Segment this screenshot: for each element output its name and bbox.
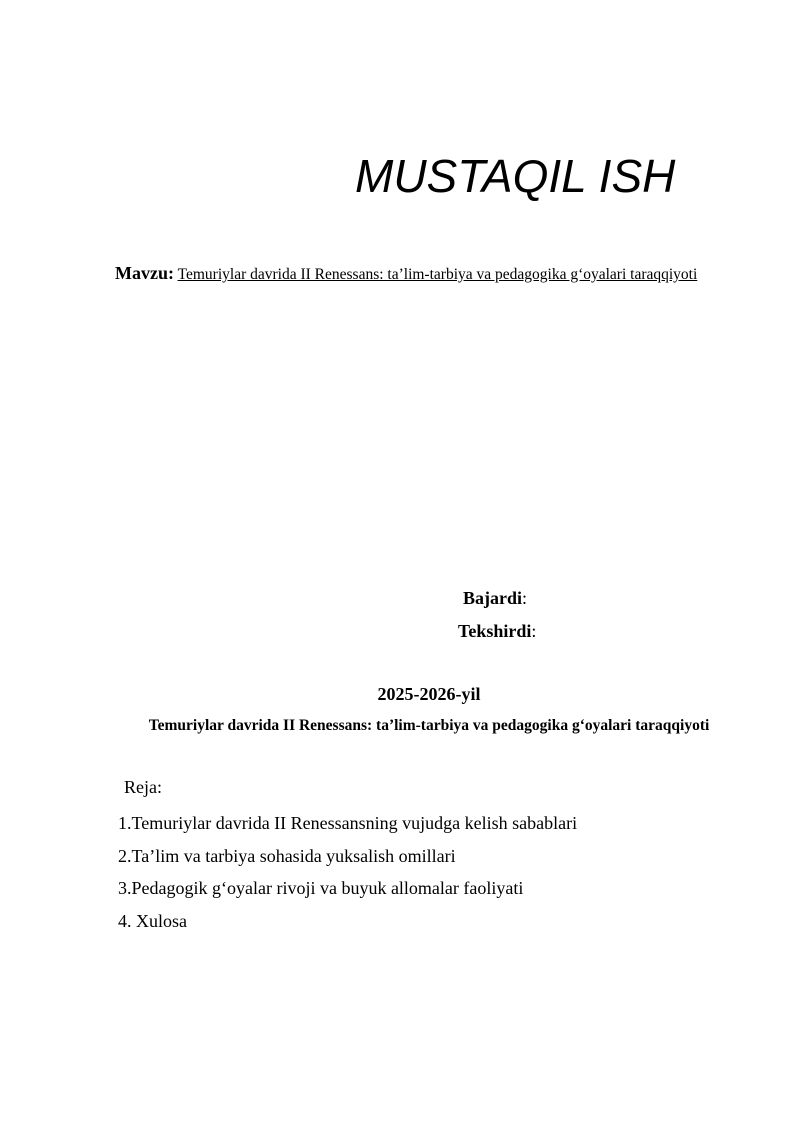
performed-by-colon: :: [522, 588, 528, 608]
topic-label: Mavzu:: [115, 263, 174, 283]
plan-item: 2.Ta’lim va tarbiya sohasida yuksalish omillari: [118, 845, 456, 866]
academic-year: 2025-2026-yil: [377, 684, 481, 704]
document-subtitle: Temuriylar davrida II Renessans: ta’lim-tarbiya va pedagogika g‘oyalari taraqqiyoti: [148, 717, 710, 734]
checked-by-label: Tekshirdi: [458, 621, 532, 641]
checked-by-colon: :: [531, 621, 537, 641]
plan-item: 3.Pedagogik g‘oyalar rivoji va buyuk allomalar faoliyati: [118, 878, 524, 898]
plan-item: 4. Xulosa: [118, 910, 187, 931]
topic-line: [115, 262, 697, 286]
checked-by-line: [458, 619, 536, 643]
plan-heading: Reja:: [124, 777, 162, 797]
performed-by-line: [463, 586, 527, 610]
plan-item: 1.Temuriylar davrida II Renessansning vujudga kelish sabablari: [118, 813, 578, 833]
topic-text: Temuriylar davrida II Renessans: ta’lim-tarbiya va pedagogika g‘oyalari taraqqiyoti: [177, 266, 698, 283]
document-title: MUSTAQIL ISH: [355, 150, 676, 202]
plan-list: [118, 807, 577, 937]
performed-by-label: Bajardi: [463, 588, 523, 608]
